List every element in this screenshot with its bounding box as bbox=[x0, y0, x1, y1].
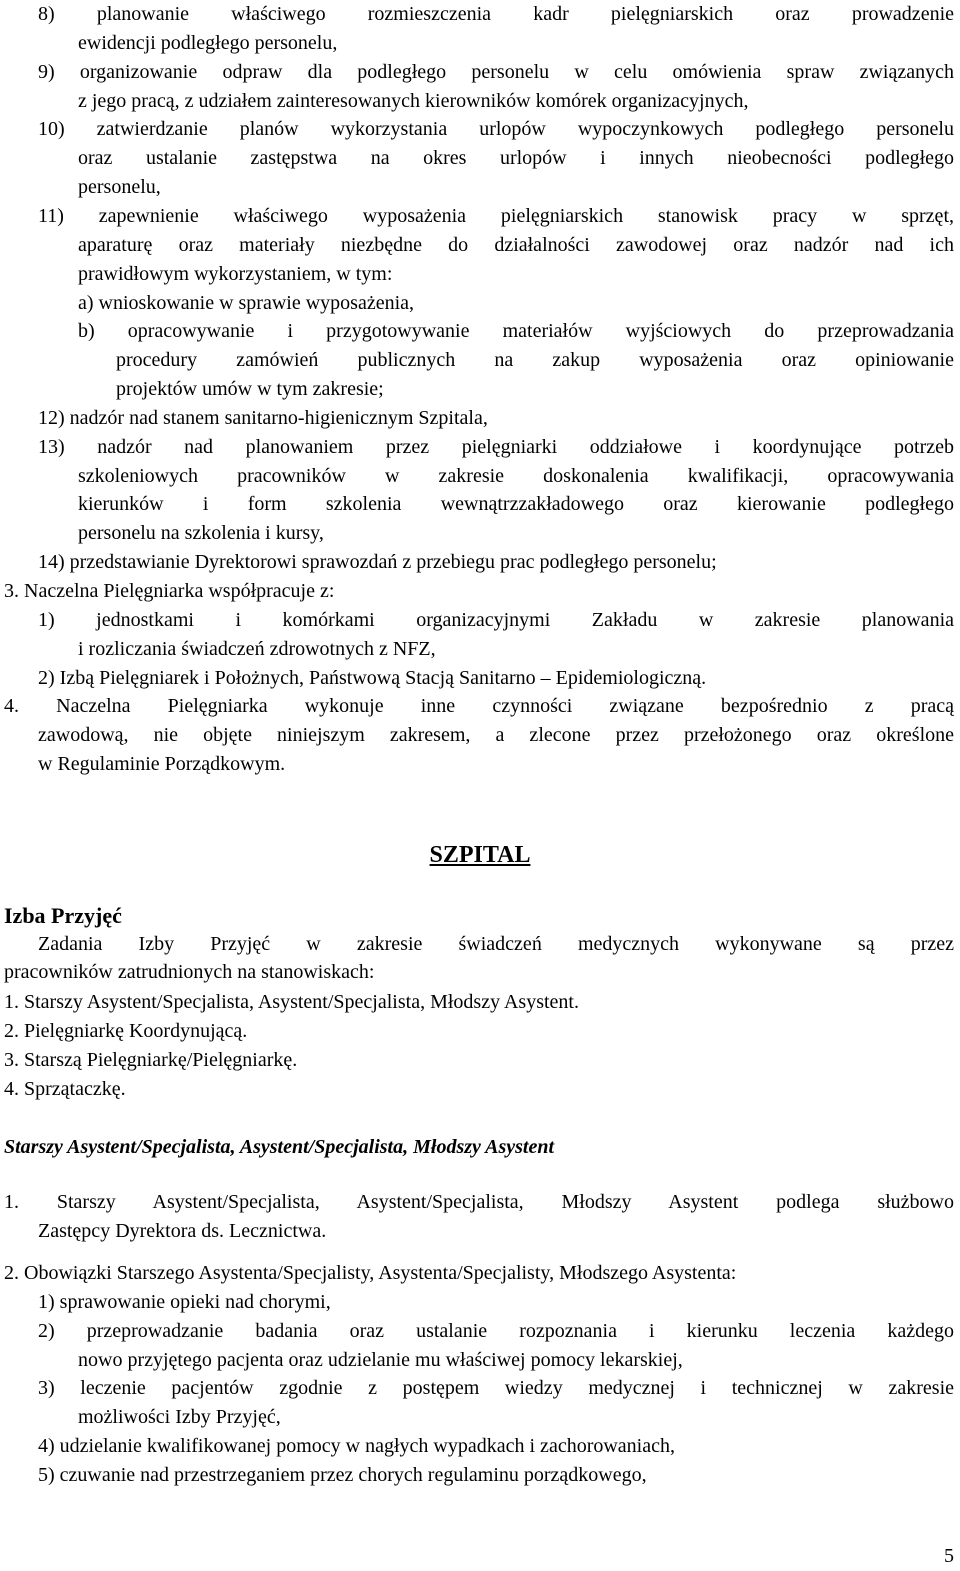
text-line: z jego pracą, z udziałem zainteresowanych kierowników komórek organizacyjnych, bbox=[78, 90, 749, 112]
text-line: zawodową, nie objęte niniejszym zakresem, a zlecone przez przełożonego oraz określone bbox=[38, 724, 954, 746]
text-line: personelu na szkolenia i kursy, bbox=[78, 522, 324, 544]
text-line: ewidencji podległego personelu, bbox=[78, 32, 338, 54]
text-line: 11) zapewnienie właściwego wyposażenia pielęgniarskich stanowisk pracy w sprzęt, bbox=[38, 205, 954, 227]
text-line: 5) czuwanie nad przestrzeganiem przez chorych regulaminu porządkowego, bbox=[38, 1464, 647, 1486]
text-line: 2) Izbą Pielęgniarek i Położnych, Państwową Stacją Sanitarno – Epidemiologiczną. bbox=[38, 667, 707, 689]
text-line: prawidłowym wykorzystaniem, w tym: bbox=[78, 263, 393, 285]
text-line: 3. Starszą Pielęgniarkę/Pielęgniarkę. bbox=[4, 1049, 298, 1071]
text-line: b) opracowywanie i przygotowywanie materiałów wyjściowych do przeprowadzania bbox=[78, 320, 954, 342]
text-line: nowo przyjętego pacjenta oraz udzielanie mu właściwej pomocy lekarskiej, bbox=[78, 1349, 683, 1371]
text-line: procedury zamówień publicznych na zakup wyposażenia oraz opiniowanie bbox=[116, 349, 954, 371]
text-line: 2. Pielęgniarkę Koordynującą. bbox=[4, 1020, 248, 1042]
text-line: 1. Starszy Asystent/Specjalista, Asystent/Specjalista, Młodszy Asystent. bbox=[4, 991, 579, 1013]
role-heading: Starszy Asystent/Specjalista, Asystent/Specjalista, Młodszy Asystent bbox=[4, 1136, 555, 1158]
section-title: SZPITAL bbox=[429, 842, 531, 868]
text-line: 1) jednostkami i komórkami organizacyjnymi Zakładu w zakresie planowania bbox=[38, 609, 954, 631]
text-line: Zastępcy Dyrektora ds. Lecznictwa. bbox=[38, 1220, 327, 1242]
text-line: 10) zatwierdzanie planów wykorzystania urlopów wypoczynkowych podległego personelu bbox=[38, 118, 954, 140]
text-line: 2) przeprowadzanie badania oraz ustalanie rozpoznania i kierunku leczenia każdego bbox=[38, 1320, 954, 1342]
text-line: 9) organizowanie odpraw dla podległego personelu w celu omówienia spraw związanych bbox=[38, 61, 954, 83]
text-line: 3. Naczelna Pielęgniarka współpracuje z: bbox=[4, 580, 335, 602]
text-line: a) wnioskowanie w sprawie wyposażenia, bbox=[78, 292, 415, 314]
text-line: 4. Sprzątaczkę. bbox=[4, 1078, 126, 1100]
text-line: aparaturę oraz materiały niezbędne do działalności zawodowej oraz nadzór nad ich bbox=[78, 234, 954, 256]
text-line: personelu, bbox=[78, 176, 161, 198]
page-number: 5 bbox=[944, 1545, 954, 1567]
text-line: 3) leczenie pacjentów zgodnie z postępem wiedzy medycznej i technicznej w zakresie bbox=[38, 1377, 954, 1399]
text-line: w Regulaminie Porządkowym. bbox=[38, 753, 286, 775]
text-line: 4) udzielanie kwalifikowanej pomocy w nagłych wypadkach i zachorowaniach, bbox=[38, 1435, 675, 1457]
text-line: 1. Starszy Asystent/Specjalista, Asystent/Specjalista, Młodszy Asystent podlega służbowo bbox=[4, 1191, 954, 1213]
text-line: 8) planowanie właściwego rozmieszczenia kadr pielęgniarskich oraz prowadzenie bbox=[38, 3, 954, 25]
text-line: 1) sprawowanie opieki nad chorymi, bbox=[38, 1291, 331, 1313]
text-line: 13) nadzór nad planowaniem przez pielęgniarki oddziałowe i koordynujące potrzeb bbox=[38, 436, 954, 458]
text-line: Zadania Izby Przyjęć w zakresie świadczeń medycznych wykonywane są przez bbox=[38, 933, 954, 955]
subsection-title: Izba Przyjęć bbox=[4, 903, 122, 928]
text-line: 4. Naczelna Pielęgniarka wykonuje inne czynności związane bezpośrednio z pracą bbox=[4, 695, 954, 717]
text-line: możliwości Izby Przyjęć, bbox=[78, 1406, 281, 1428]
text-line: kierunków i form szkolenia wewnątrzzakładowego oraz kierowanie podległego bbox=[78, 493, 954, 515]
text-line: oraz ustalanie zastępstwa na okres urlopów i innych nieobecności podległego bbox=[78, 147, 954, 169]
text-line: projektów umów w tym zakresie; bbox=[116, 378, 384, 400]
text-line: i rozliczania świadczeń zdrowotnych z NFZ, bbox=[78, 638, 436, 660]
text-line: szkoleniowych pracowników w zakresie doskonalenia kwalifikacji, opracowywania bbox=[78, 465, 954, 487]
text-line: 12) nadzór nad stanem sanitarno-higienicznym Szpitala, bbox=[38, 407, 488, 429]
text-line: 14) przedstawianie Dyrektorowi sprawozdań z przebiegu prac podległego personelu; bbox=[38, 551, 717, 573]
text-line: pracowników zatrudnionych na stanowiskach: bbox=[4, 961, 375, 983]
text-line: 2. Obowiązki Starszego Asystenta/Specjalisty, Asystenta/Specjalisty, Młodszego Asystenta: bbox=[4, 1262, 737, 1284]
